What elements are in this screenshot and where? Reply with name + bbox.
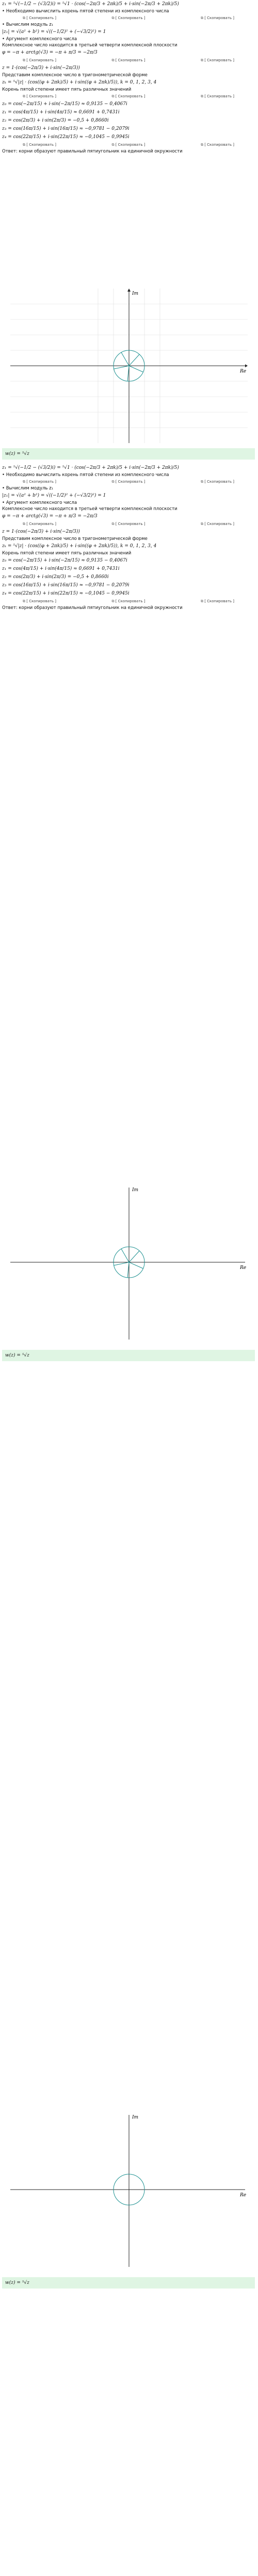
copy-row — [2, 141, 255, 148]
formula-line: z₂ = cos(2π/3) + i·sin(2π/3) = −0,5 + 0,8660i — [2, 118, 109, 123]
note-line: Представим комплексное число в тригонометрической форме — [2, 73, 148, 78]
im-axis-label: Im — [132, 1188, 139, 1193]
answer-box: w(z) = ⁵√z — [2, 448, 255, 460]
note-line: • Аргумент комплексного числа — [2, 37, 77, 42]
note-line: • Аргумент комплексного числа — [2, 500, 77, 505]
copy-button[interactable]: ⧉ [ Скопировать ] — [23, 16, 56, 21]
im-axis-label: Im — [132, 2115, 139, 2120]
note-line: Комплексное число находится в третьей четверти комплексной плоскости — [2, 506, 178, 512]
formula-line: z₁ = ⁵√(−1/2 − (√3/2)i) = ⁵√1 · (cos(−2π/3 + 2πk)/5 + i·sin(−2π/3 + 2πk)/5) — [2, 2, 179, 7]
formula-line: z₀ = cos(−2π/15) + i·sin(−2π/15) ≈ 0,9135 − 0,4067i — [2, 101, 127, 107]
formula-line: z₁ = ⁵√(−1/2 − (√3/2)i) = ⁵√1 · (cos(−2π/3 + 2πk)/5 + i·sin(−2π/3 + 2πk)/5) — [2, 465, 179, 470]
formula-line: φ = −π + arctg(√3) = −π + π/3 = −2π/3 — [2, 514, 98, 519]
copy-button[interactable]: ⧉ [ Скопировать ] — [111, 58, 145, 63]
copy-row — [2, 57, 255, 64]
copy-button[interactable]: ⧉ [ Скопировать ] — [111, 480, 145, 484]
complex-plane-graph — [10, 2112, 248, 2267]
root-vector — [129, 1251, 139, 1262]
copy-button[interactable]: ⧉ [ Скопировать ] — [111, 599, 145, 604]
copy-button[interactable]: ⧉ [ Скопировать ] — [201, 94, 234, 99]
formula-line: z₂ = cos(2π/3) + i·sin(2π/3) = −0,5 + 0,8660i — [2, 574, 109, 580]
note-line: Корень пятой степени имеет пять различных значений — [2, 87, 132, 92]
copy-button[interactable]: ⧉ [ Скопировать ] — [201, 599, 234, 604]
formula-line: z₃ = cos(16π/15) + i·sin(16π/15) ≈ −0,9781 − 0,2079i — [2, 583, 130, 588]
root-vector — [121, 1249, 129, 1262]
re-axis-label: Re — [240, 1265, 247, 1270]
copy-button[interactable]: ⧉ [ Скопировать ] — [201, 143, 234, 147]
solution-block-2 — [2, 464, 255, 611]
axis-arrow — [127, 289, 131, 292]
formula-line: zₖ = ⁵√|z| · (cos((φ + 2πk)/5) + i·sin((φ + 2πk)/5)), k = 0, 1, 2, 3, 4 — [2, 544, 157, 549]
note-line: • Вычислим модуль z₁ — [2, 22, 54, 27]
complex-plane-graph — [10, 1185, 248, 1340]
copy-button[interactable]: ⧉ [ Скопировать ] — [23, 58, 56, 63]
copy-button[interactable]: ⧉ [ Скопировать ] — [111, 522, 145, 527]
answer-box: w(z) = ⁵√z — [2, 2277, 255, 2289]
solution-block-1 — [2, 0, 255, 155]
note-line: Корень пятой степени имеет пять различных значений — [2, 551, 132, 556]
root-vector — [121, 352, 129, 366]
formula-line: |z₁| = √(a² + b²) = √((−1/2)² + (−√3/2)²) = 1 — [2, 29, 106, 35]
note-line: Комплексное число находится в третьей четверти комплексной плоскости — [2, 43, 178, 48]
note-line: Ответ: корни образуют правильный пятиугольник на единичной окружности — [2, 149, 183, 154]
copy-button[interactable]: ⧉ [ Скопировать ] — [23, 480, 56, 484]
formula-line: z = 1·(cos(−2π/3) + i·sin(−2π/3)) — [2, 65, 80, 71]
copy-button[interactable]: ⧉ [ Скопировать ] — [111, 143, 145, 147]
root-vector — [129, 1262, 143, 1268]
re-axis-label: Re — [240, 369, 247, 374]
copy-button[interactable]: ⧉ [ Скопировать ] — [23, 599, 56, 604]
copy-button[interactable]: ⧉ [ Скопировать ] — [201, 58, 234, 63]
note-line: Представим комплексное число в тригонометрической форме — [2, 536, 148, 541]
formula-line: z₁ = cos(4π/15) + i·sin(4π/15) ≈ 0,6691 + 0,7431i — [2, 110, 120, 115]
formula-line: z₄ = cos(22π/15) + i·sin(22π/15) ≈ −0,1045 − 0,9945i — [2, 134, 130, 140]
formula-line: zₖ = ⁵√|z| · (cos((φ + 2πk)/5) + i·sin((φ + 2πk)/5)), k = 0, 1, 2, 3, 4 — [2, 80, 157, 85]
complex-plane-graph — [10, 289, 248, 443]
note-line: • Вычислим модуль z₁ — [2, 486, 54, 491]
formula-line: z₃ = cos(16π/15) + i·sin(16π/15) ≈ −0,9781 − 0,2079i — [2, 126, 130, 131]
formula-line: z₀ = cos(−2π/15) + i·sin(−2π/15) ≈ 0,9135 − 0,4067i — [2, 558, 127, 563]
copy-button[interactable]: ⧉ [ Скопировать ] — [23, 522, 56, 527]
copy-row — [2, 14, 255, 22]
copy-button[interactable]: ⧉ [ Скопировать ] — [201, 522, 234, 527]
formula-line: z = 1·(cos(−2π/3) + i·sin(−2π/3)) — [2, 529, 80, 534]
copy-button[interactable]: ⧉ [ Скопировать ] — [111, 16, 145, 21]
formula-line: |z₁| = √(a² + b²) = √((−1/2)² + (−√3/2)²) = 1 — [2, 493, 106, 498]
copy-button[interactable]: ⧉ [ Скопировать ] — [201, 16, 234, 21]
copy-row — [2, 93, 255, 100]
re-axis-label: Re — [240, 2193, 247, 2198]
note-line: Ответ: корни образуют правильный пятиугольник на единичной окружности — [2, 605, 183, 611]
note-line: • Необходимо вычислить корень пятой степени из комплексного числа — [2, 9, 169, 14]
answer-box: w(z) = ⁵√z — [2, 1350, 255, 1361]
copy-button[interactable]: ⧉ [ Скопировать ] — [201, 480, 234, 484]
root-vector — [129, 366, 143, 372]
formula-line: z₄ = cos(22π/15) + i·sin(22π/15) ≈ −0,1045 − 0,9945i — [2, 591, 130, 596]
copy-button[interactable]: ⧉ [ Скопировать ] — [111, 94, 145, 99]
copy-row — [2, 598, 255, 605]
formula-line: z₁ = cos(4π/15) + i·sin(4π/15) ≈ 0,6691 + 0,7431i — [2, 566, 120, 571]
formula-line: φ = −π + arctg(√3) = −π + π/3 = −2π/3 — [2, 50, 98, 55]
root-vector — [129, 354, 139, 366]
note-line: • Необходимо вычислить корень пятой степени из комплексного числа — [2, 472, 169, 478]
root-vector — [114, 366, 129, 369]
axis-arrow — [245, 364, 248, 367]
copy-button[interactable]: ⧉ [ Скопировать ] — [23, 94, 56, 99]
root-vector — [114, 1262, 129, 1265]
copy-button[interactable]: ⧉ [ Скопировать ] — [23, 143, 56, 147]
im-axis-label: Im — [132, 291, 139, 296]
copy-row — [2, 478, 255, 485]
copy-row — [2, 520, 255, 528]
